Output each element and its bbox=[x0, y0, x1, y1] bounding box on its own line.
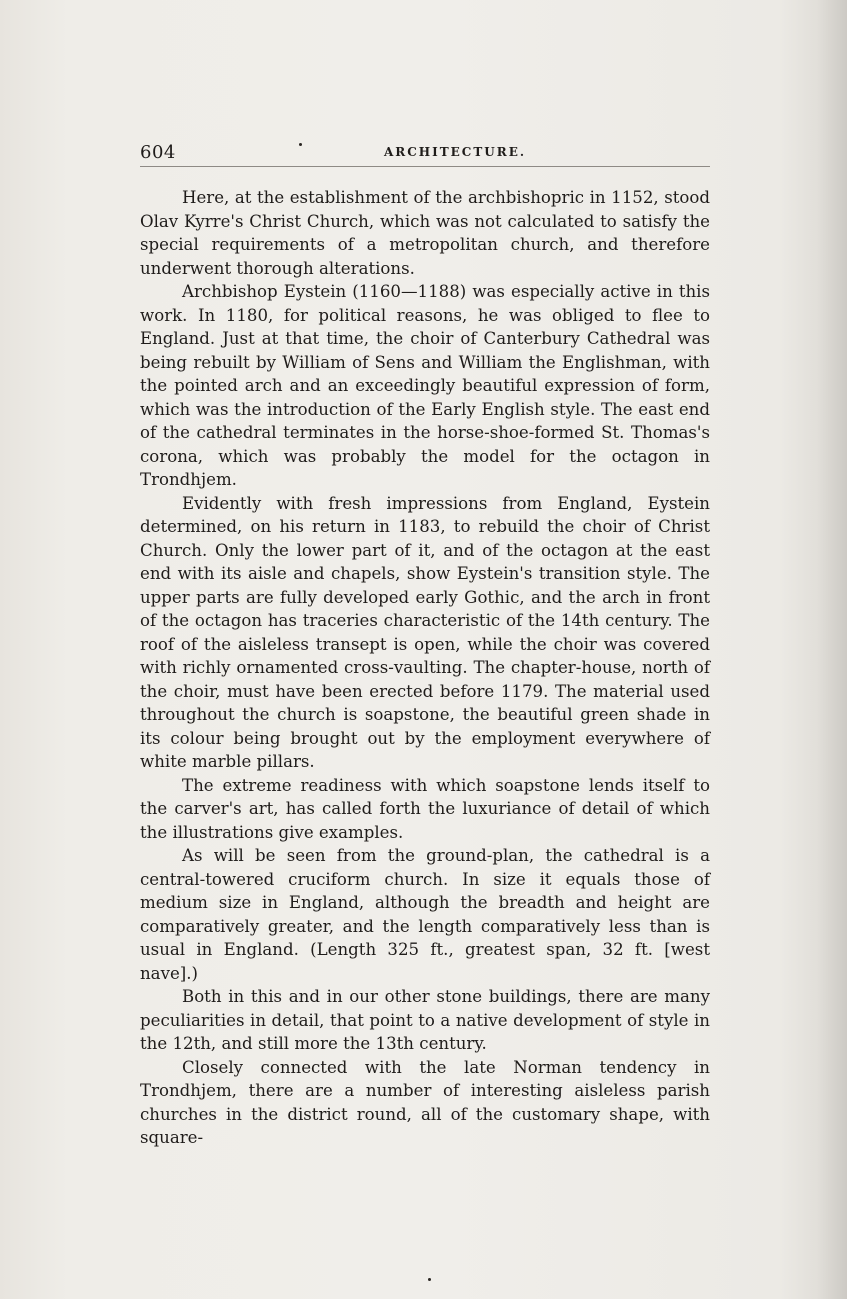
paragraph: Evidently with fresh impressions from England, Eystein determined, on his return in 1183, to rebuild the choir of Christ Church. Only the lower part of it, and of the octagon at the east end with its aisle and chapels, show Eystein's transition style. The upper parts are fully developed early Gothic, and the arch in front of the octagon has traceries characteristic of the 14th century. The roof of the aisleless transept is open, while the choir was covered with richly ornamented cross-vaulting. The chapter-house, north of the choir, must have been erected before 1179. The material used throughout the church is soapstone, the beautiful green shade in its colour being brought out by the employment everywhere of white marble pillars. bbox=[140, 493, 710, 771]
paragraph: Both in this and in our other stone buildings, there are many peculiarities in detail, that point to a native development of style in the 12th, and still more the 13th century. bbox=[140, 987, 710, 1053]
paragraph: The extreme readiness with which soapstone lends itself to the carver's art, has called forth the luxuriance of detail of which the illustrations give examples. bbox=[140, 775, 710, 842]
paragraph: Closely connected with the late Norman tendency in Trondhjem, there are a number of interesting aisleless parish churches in the district round, all of the customary shape, with square- bbox=[140, 1057, 710, 1147]
page-number: 604 bbox=[140, 142, 176, 163]
print-speck bbox=[299, 143, 302, 146]
running-title: ARCHITECTURE. bbox=[383, 145, 527, 159]
body-text bbox=[140, 186, 710, 1150]
paragraph: Archbishop Eystein (1160—1188) was especially active in this work. In 1180, for political reasons, he was obliged to flee to England. Just at that time, the choir of Canterbury Cathedral was being rebuilt by William of Sens and William the Englishman, with the pointed arch and an exceedingly beautiful expression of form, which was the introduction of the Early English style. The east end of the cathedral terminates in the horse-shoe-formed St. Thomas's corona, which was probably the model for the octagon in Trondhjem. bbox=[140, 282, 710, 489]
page-header bbox=[140, 142, 710, 164]
page-edge-shadow bbox=[817, 0, 847, 1299]
header-rule bbox=[140, 166, 710, 167]
paragraph: Here, at the establishment of the archbishopric in 1152, stood Olav Kyrre's Christ Church, which was not calculated to satisfy the special requirements of a metropolitan church, and therefore underwent thorough alterations. bbox=[140, 188, 710, 278]
paragraph: As will be seen from the ground-plan, the cathedral is a central-towered cruciform church. In size it equals those of medium size in England, although the breadth and height are comparatively greater, and the length comparatively less than is usual in England. (Length 325 ft., greatest span, 32 ft. [west nave].) bbox=[140, 846, 710, 983]
print-speck bbox=[428, 1278, 431, 1281]
